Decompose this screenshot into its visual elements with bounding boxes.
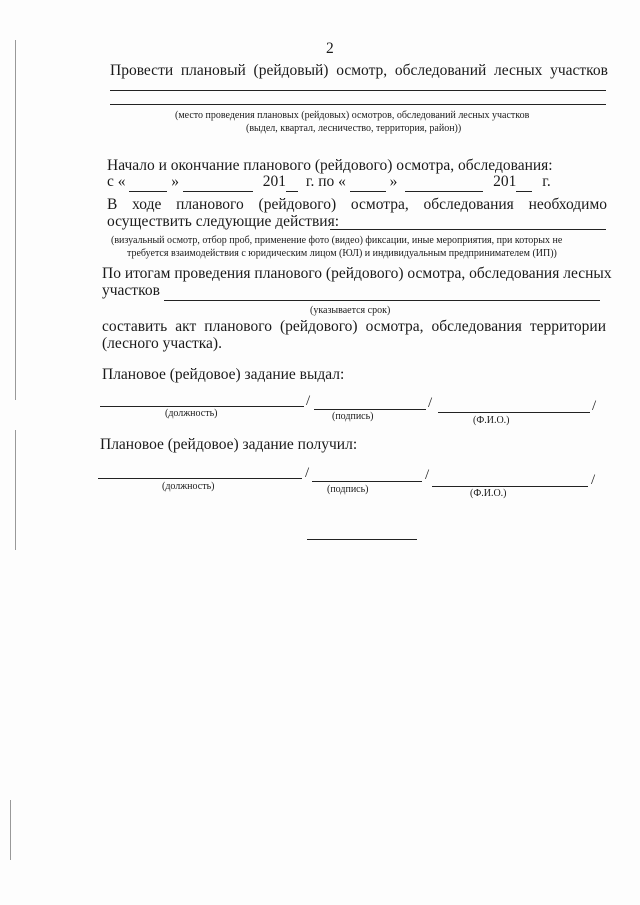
scan-edge-mark	[15, 430, 16, 550]
fill-line[interactable]	[110, 90, 606, 91]
issued-signature-label: (подпись)	[332, 411, 374, 422]
year-prefix-1: 201	[262, 173, 287, 190]
separator-slash: /	[428, 395, 433, 411]
section4-line1: По итогам проведения планового (рейдового) осмотра, обследования лесных	[102, 265, 612, 282]
scan-edge-mark	[10, 800, 11, 860]
fill-line[interactable]	[110, 104, 606, 105]
date-to-mid: »	[389, 173, 398, 190]
fill-line[interactable]	[164, 300, 600, 301]
section3-hint-1: (визуальный осмотр, отбор проб, применение фото (видео) фиксации, иные мероприятия, при которых не	[111, 235, 563, 246]
date-to-month-blank[interactable]	[405, 173, 483, 192]
year-suffix-2: г.	[542, 173, 551, 190]
received-signature-label: (подпись)	[327, 484, 369, 495]
name-line[interactable]	[438, 412, 590, 413]
received-position-label: (должность)	[162, 481, 215, 492]
issued-name-label: (Ф.И.О.)	[473, 415, 510, 426]
section3-hint-2: требуется взаимодействия с юридическим лицом (ЮЛ) и индивидуальным предпринимателем (ИП))	[127, 248, 557, 259]
name-line[interactable]	[432, 486, 588, 487]
received-name-label: (Ф.И.О.)	[470, 488, 507, 499]
separator-slash: /	[592, 398, 597, 414]
section1-hint-1: (место проведения плановых (рейдовых) осмотров, обследований лесных участков	[175, 110, 530, 121]
position-line[interactable]	[98, 478, 302, 479]
signature-line[interactable]	[314, 409, 426, 410]
separator-slash: /	[591, 472, 596, 488]
issued-position-label: (должность)	[165, 408, 218, 419]
scan-edge-mark	[15, 40, 16, 400]
year-blank-2[interactable]	[516, 173, 532, 192]
section4-line2: участков	[102, 282, 160, 299]
section3-line2: осуществить следующие действия:	[107, 213, 340, 230]
signature-line[interactable]	[312, 481, 422, 482]
section1-hint-2: (выдел, квартал, лесничество, территория, район))	[246, 123, 462, 134]
end-separator	[307, 539, 417, 540]
section1-title: Провести плановый (рейдовый) осмотр, обследований лесных участков	[110, 62, 608, 79]
section4-line4: (лесного участка).	[102, 335, 222, 352]
separator-slash: /	[306, 393, 311, 409]
date-to-day-blank[interactable]	[350, 173, 386, 192]
section4-line3: составить акт планового (рейдового) осмотра, обследования территории	[102, 318, 606, 335]
issued-title: Плановое (рейдовое) задание выдал:	[102, 366, 345, 383]
fill-line[interactable]	[330, 229, 606, 230]
year-prefix-2: 201	[493, 173, 517, 190]
year-blank-1[interactable]	[286, 173, 298, 192]
separator-slash: /	[425, 467, 430, 483]
year-suffix-1: г. по «	[305, 173, 346, 190]
date-from-prefix: с «	[107, 173, 126, 190]
date-range-row	[107, 173, 551, 192]
page-number: 2	[326, 40, 334, 57]
separator-slash: /	[305, 465, 310, 481]
position-line[interactable]	[100, 406, 304, 407]
date-from-mid: »	[171, 173, 180, 190]
received-title: Плановое (рейдовое) задание получил:	[100, 436, 358, 453]
section4-hint: (указывается срок)	[310, 305, 391, 316]
section2-title: Начало и окончание планового (рейдового) осмотра, обследования:	[107, 157, 553, 174]
date-from-day-blank[interactable]	[129, 173, 167, 192]
section3-line1: В ходе планового (рейдового) осмотра, обследования необходимо	[107, 196, 607, 213]
date-from-month-blank[interactable]	[183, 173, 253, 192]
